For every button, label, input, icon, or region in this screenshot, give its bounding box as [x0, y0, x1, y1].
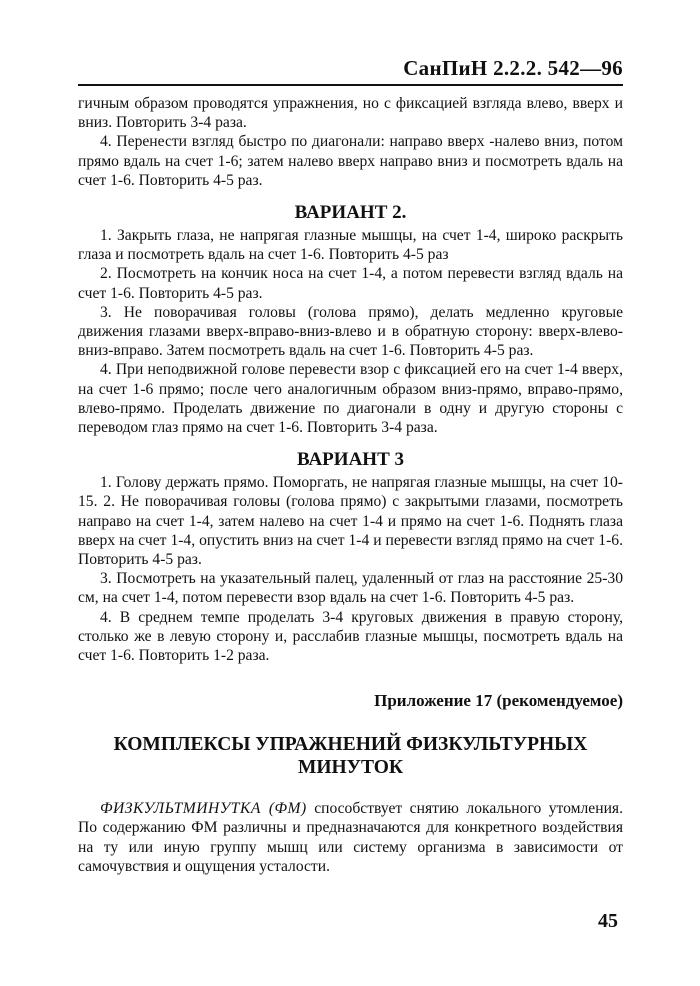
document-page	[78, 56, 623, 876]
variant-2-heading: ВАРИАНТ 2.	[294, 202, 407, 224]
intro-lead-term: ФИЗКУЛЬТМИНУТКА (ФМ)	[100, 800, 307, 818]
page-number: 45	[598, 910, 618, 932]
exercise-item: 1. Голову держать прямо. Поморгать, не напрягая глазные мышцы, на счет 10-15. 2. Не поворачивая головы (голова прямо) с закрытыми глазами, посмотреть направо на счет 1-4, затем налево на счет 1-4 и прямо на счет 1-6. Поднять глаза вверх на счет 1-4, опустить вниз на счет 1-4 и перевести взгляд прямо на счет 1-6. Повторить 4-5 раз.	[78, 474, 623, 569]
exercise-item: 2. Посмотреть на кончик носа на счет 1-4, а потом перевести взгляд вдаль на счет 1-6. Повторить 4-5 раз.	[78, 265, 623, 302]
section-title: КОМПЛЕКСЫ УПРАЖНЕНИЙ ФИЗКУЛЬТУРНЫХ МИНУТОК	[113, 734, 588, 779]
exercise-item: 1. Закрыть глаза, не напрягая глазные мышцы, на счет 1-4, широко раскрыть глаза и посмотреть вдаль на счет 1-6. Повторить 4-5 раз	[78, 227, 623, 264]
variant-3-heading: ВАРИАНТ 3	[296, 449, 404, 471]
exercise-item: 4. При неподвижной голове перевести взор с фиксацией его на счет 1-4 вверх, на счет 1-6 прямо; после чего аналогичным образом вниз-прямо, вправо-прямо, влево-прямо. Проделать движение по диагонали в одну и другую стороны с переводом глаз прямо на счет 1-6. Повторить 3-4 раза.	[78, 361, 623, 437]
appendix-label: Приложение 17 (рекомендуемое)	[374, 691, 623, 711]
running-title: СанПиН 2.2.2. 542—96	[78, 56, 623, 86]
exercise-item: 3. Не поворачивая головы (голова прямо), делать медленно круговые движения глазами вверх-вправо-вниз-влево и в обратную сторону: вверх-влево-вниз-вправо. Затем посмотреть вдаль на счет 1-6. Повторить 4-5 раз.	[78, 303, 623, 360]
intro-paragraph	[78, 799, 623, 876]
continuation-paragraph: гичным образом проводятся упражнения, но с фиксацией взгляда влево, вверх и вниз. Повторить 3-4 раза.	[78, 95, 623, 132]
exercise-item: 3. Посмотреть на указательный палец, удаленный от глаз на расстояние 25-30 см, на счет 1-4, потом перевести взор вдаль на счет 1-6. Повторить 4-5 раз.	[78, 570, 623, 607]
intro-text: способствует снятию локального утомления. По содержанию ФМ различны и предназначаются для конкретного воздействия на ту или иную группу мышц или систему организма в зависимости от самочувствия и ощущения усталости.	[78, 800, 623, 875]
exercise-item: 4. В среднем темпе проделать 3-4 круговых движения в правую сторону, столько же в левую сторону и, расслабив глазные мышцы, посмотреть вдаль на счет 1-6. Повторить 1-2 раза.	[78, 608, 623, 665]
exercise-item: 4. Перенести взгляд быстро по диагонали: направо вверх -налево вниз, потом прямо вдаль на счет 1-6; затем налево вверх направо вниз и посмотреть вдаль на счет 1-6. Повторить 4-5 раз.	[78, 133, 623, 189]
